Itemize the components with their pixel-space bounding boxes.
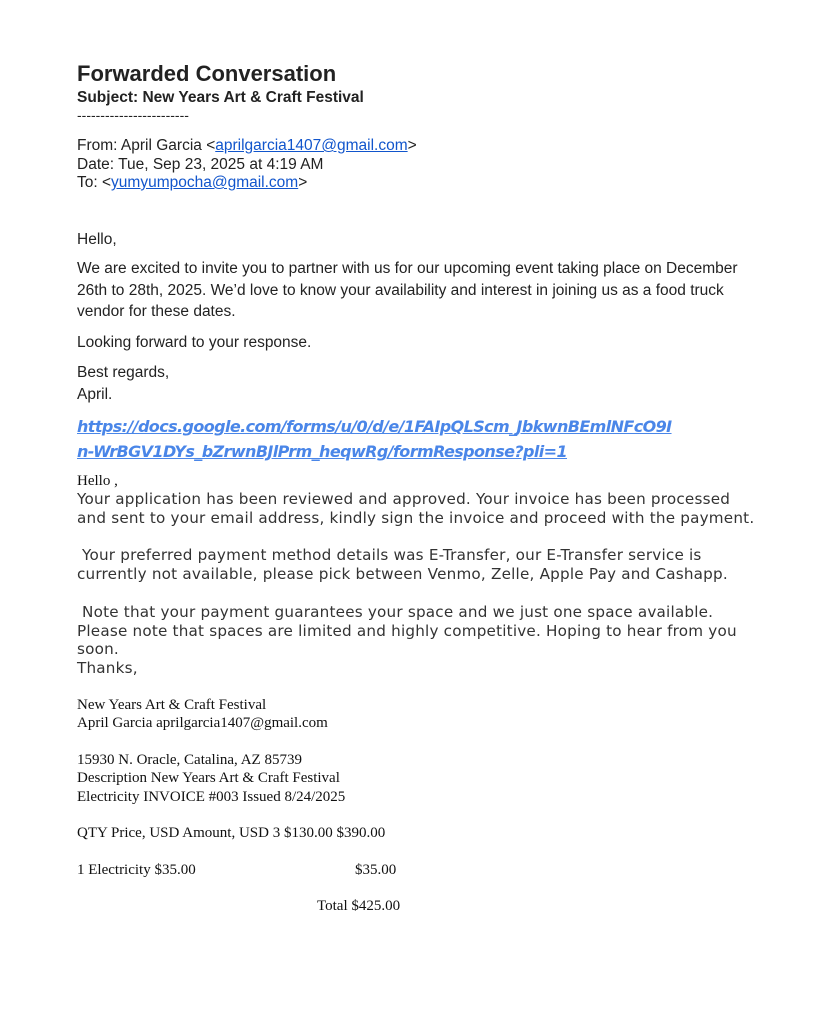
to-label: To: < [77,174,112,191]
invoice-item-amount: $35.00 [355,861,397,878]
invoice-item-row [77,861,757,880]
header-divider: ------------------------ [77,107,189,123]
invoice-org: New Years Art & Craft Festival [77,696,267,713]
email-subject: Subject: New Years Art & Craft Festival [77,89,364,106]
invoice-block [77,696,757,916]
from-label: From: April Garcia < [77,137,216,154]
invitation-paragraph: We are excited to invite you to partner with us for our upcoming event taking place on December 26th to 28th, 2025. We’d love to know your availability and interest in joining us as a food truck vendor for these dates. [77,260,738,320]
to-line [77,174,757,193]
date-line: Date: Tue, Sep 23, 2025 at 4:19 AM [77,155,324,173]
email-page [77,60,757,916]
thanks-line: Thanks, [77,658,138,677]
from-email-link[interactable]: aprilgarcia1407@gmail.com [215,137,408,154]
page-title: Forwarded Conversation [77,61,337,86]
invoice-description: Description New Years Art & Craft Festival [77,770,340,787]
to-email-link[interactable]: yumyumpocha@gmail.com [111,174,299,191]
invoice-total: Total $425.00 [317,898,401,915]
invoice-item-label: 1 Electricity $35.00 [77,861,196,878]
greeting: Hello, [77,230,117,248]
form-link-block [77,414,677,464]
message-one [77,229,757,406]
invoice-contact: April Garcia aprilgarcia1407@gmail.com [77,715,328,732]
approval-paragraph: Your application has been reviewed and approved. Your invoice has been processed and sent to your email address, kindly sign the invoice and proceed with the payment. [77,490,755,527]
invoice-qty-line: QTY Price, USD Amount, USD 3 $130.00 $390.00 [77,825,386,842]
from-line [77,137,757,156]
from-close: > [407,137,417,154]
space-paragraph: Note that your payment guarantees your space and we just one space available. Please note that spaces are limited and highly competitive. Hoping to hear from you soon. [77,602,742,659]
invoice-address: 15930 N. Oracle, Catalina, AZ 85739 [77,751,302,768]
closing-line: Looking forward to your response. [77,333,312,351]
email-meta [77,137,757,193]
payment-paragraph: Your preferred payment method details was E-Transfer, our E-Transfer service is currently not available, please pick between Venmo, Zelle, Apple Pay and Cashapp. [77,546,728,584]
regards-line: Best regards, [77,364,170,381]
reply-greeting: Hello , [77,473,118,489]
signature-line: April. [77,385,113,403]
to-close: > [298,174,308,191]
message-two [77,473,757,678]
invoice-number-line: Electricity INVOICE #003 Issued 8/24/2025 [77,788,346,805]
invoice-total-row [77,897,757,916]
google-form-link[interactable]: https://docs.google.com/forms/u/0/d/e/1FAIpQLScm_JbkwnBEmlNFcO9In-WrBGV1DYs_bZrwnBJlPrm_heqwRg/formResponse?pli=1 [77,417,672,461]
